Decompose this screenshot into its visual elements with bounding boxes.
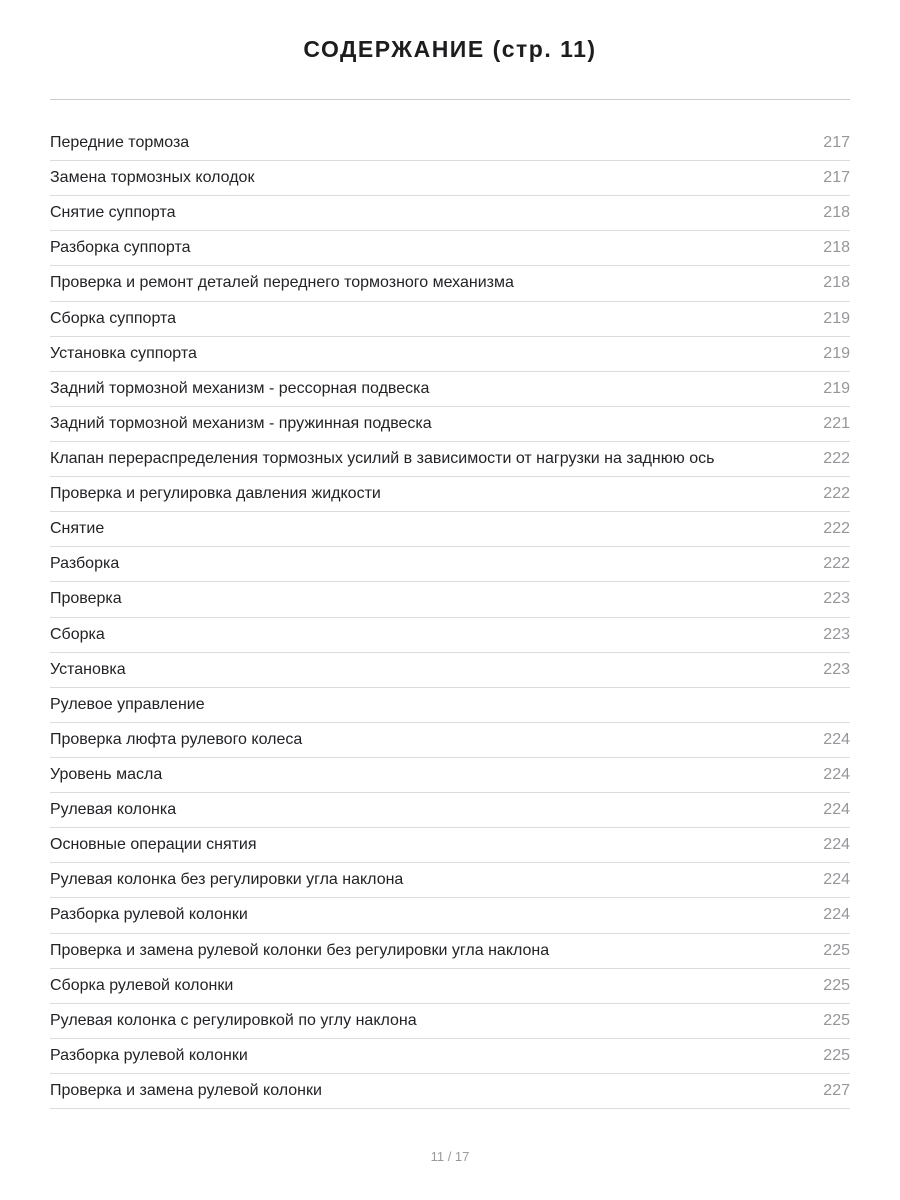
toc-entry-label: Рулевая колонка с регулировкой по углу наклона [50,1011,417,1029]
toc-list [50,126,850,1109]
toc-entry-page: 224 [823,871,850,889]
toc-row[interactable] [50,1004,850,1039]
toc-entry-label: Сборка рулевой колонки [50,976,234,994]
toc-entry-page: 223 [823,590,850,608]
toc-row[interactable] [50,161,850,196]
toc-entry-label: Установка суппорта [50,344,197,362]
toc-entry-page: 218 [823,239,850,257]
toc-row[interactable] [50,758,850,793]
toc-entry-label: Сборка суппорта [50,309,177,327]
toc-entry-label: Проверка [50,590,122,608]
toc-row[interactable] [50,618,850,653]
toc-entry-page: 219 [823,309,850,327]
toc-entry-page: 224 [823,765,850,783]
toc-entry-page: 224 [823,906,850,924]
toc-entry-label: Проверка и регулировка давления жидкости [50,485,381,503]
toc-row[interactable] [50,1074,850,1109]
toc-entry-label: Задний тормозной механизм - пружинная подвеска [50,414,432,432]
toc-entry-page: 218 [823,274,850,292]
toc-entry-label: Сборка [50,625,105,643]
toc-entry-page: 221 [823,414,850,432]
toc-row[interactable] [50,266,850,301]
toc-entry-label: Рулевое управление [50,695,205,713]
toc-entry-label: Проверка и замена рулевой колонки без регулировки угла наклона [50,941,550,959]
toc-entry-label: Установка [50,660,126,678]
toc-entry-page: 218 [823,204,850,222]
toc-row[interactable] [50,302,850,337]
toc-row[interactable] [50,969,850,1004]
toc-entry-page: 219 [823,344,850,362]
toc-row[interactable] [50,196,850,231]
toc-row[interactable] [50,898,850,933]
toc-entry-label: Разборка суппорта [50,239,191,257]
toc-row[interactable] [50,477,850,512]
toc-entry-label: Разборка рулевой колонки [50,1046,248,1064]
toc-entry-page: 222 [823,520,850,538]
toc-entry-label: Снятие суппорта [50,204,176,222]
toc-row[interactable] [50,653,850,688]
toc-entry-page: 223 [823,660,850,678]
toc-entry-page: 222 [823,449,850,467]
toc-entry-label: Проверка и замена рулевой колонки [50,1081,322,1099]
toc-row[interactable] [50,723,850,758]
toc-row[interactable] [50,547,850,582]
toc-entry-label: Снятие [50,520,105,538]
toc-entry-page: 224 [823,836,850,854]
toc-row[interactable] [50,442,850,477]
toc-row[interactable] [50,126,850,161]
toc-row[interactable] [50,582,850,617]
toc-entry-page: 223 [823,625,850,643]
toc-entry-label: Проверка и ремонт деталей переднего тормозного механизма [50,274,514,292]
toc-row[interactable] [50,372,850,407]
toc-row[interactable] [50,934,850,969]
toc-row[interactable] [50,688,850,723]
toc-row[interactable] [50,231,850,266]
toc-entry-page: 225 [823,976,850,994]
toc-row[interactable] [50,337,850,372]
toc-entry-label: Основные операции снятия [50,836,257,854]
toc-row[interactable] [50,512,850,547]
toc-entry-page: 222 [823,555,850,573]
toc-entry-label: Рулевая колонка без регулировки угла наклона [50,871,404,889]
page-title: СОДЕРЖАНИЕ (стр. 11) [303,36,597,62]
toc-entry-label: Замена тормозных колодок [50,169,255,187]
toc-entry-page: 219 [823,379,850,397]
toc-entry-label: Разборка рулевой колонки [50,906,248,924]
page-indicator: 11 / 17 [430,1149,470,1164]
toc-entry-page: 217 [823,134,850,151]
toc-entry-label: Уровень масла [50,765,163,783]
toc-row[interactable] [50,793,850,828]
toc-entry-label: Проверка люфта рулевого колеса [50,730,303,748]
toc-row[interactable] [50,863,850,898]
toc-entry-label: Разборка [50,555,120,573]
toc-entry-page: 227 [823,1081,850,1099]
toc-entry-label: Клапан перераспределения тормозных усилий в зависимости от нагрузки на заднюю ось [50,449,715,467]
toc-entry-page: 224 [823,730,850,748]
toc-entry-label: Задний тормозной механизм - рессорная подвеска [50,379,430,397]
toc-entry-label: Передние тормоза [50,134,190,151]
toc-entry-page: 225 [823,1046,850,1064]
toc-entry-page: 222 [823,485,850,503]
toc-entry-label: Рулевая колонка [50,801,177,819]
toc-entry-page: 217 [823,169,850,187]
toc-row[interactable] [50,828,850,863]
toc-entry-page: 225 [823,1011,850,1029]
toc-entry-page: 225 [823,941,850,959]
toc-row[interactable] [50,1039,850,1074]
toc-entry-page: 224 [823,801,850,819]
toc-row[interactable] [50,407,850,442]
title-divider [50,99,850,100]
